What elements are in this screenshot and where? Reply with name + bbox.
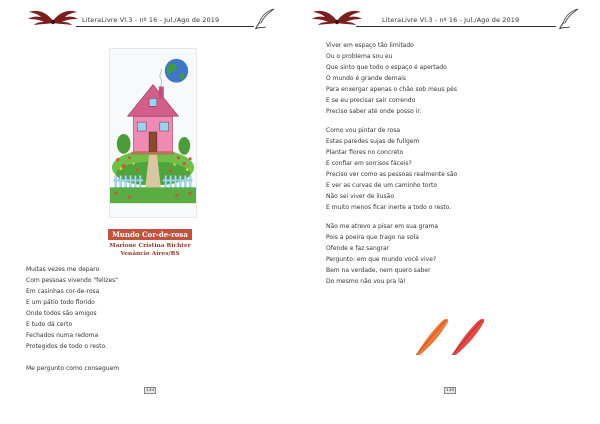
poem-line: Estas paredes sujas de fuligem [326,138,420,145]
page-number-left: 133 [145,388,155,393]
right-page [300,0,600,424]
header-title: LiteraLivre Vl.3 - nº 16 - Jul./Ago de 2019 [382,16,520,24]
poem-line: Pois a poeira que trago na sola [326,234,419,241]
page-number-right: 134 [445,388,455,393]
poem-line: Me pergunto como conseguem [26,365,120,372]
poem-line: Com pessoas vivendo "felizes" [26,277,119,284]
header-rule [356,26,556,27]
poem-line: Bem na verdade, nem quero saber [326,267,431,274]
poem-line: O mundo é grande demais [326,75,407,82]
poem-line: Ou o problema sou eu [326,53,393,60]
poem-line: Onde todos são amigos [26,310,97,317]
poem-line [26,352,119,363]
poem-line: Do mesmo não vou pra lá! [326,278,406,285]
poem-line: Para enxergar apenas o chão sob meus pés [326,86,457,93]
left-poem-lines [26,264,119,374]
quill-pen-icon [254,8,276,30]
stanza-break [326,213,457,221]
poem-line: Que sinto que todo o espaço é apertado [326,64,447,71]
right-page-header [300,6,600,30]
quill-pen-icon [558,8,580,30]
poem-line: Não me atrevo a pisar em sua grama [326,223,439,230]
poem-line: E ver as curvas de um caminho torto [326,182,437,189]
poem-line: Muitas vezes me deparo [26,266,100,273]
poem-line: E se eu precisar sair correndo [326,97,416,104]
poem-line: Plantar flores no concreto [326,149,404,156]
header-rule [76,26,254,27]
poem-line: Ofende e faz sangrar [326,245,390,252]
right-poem-lines [326,40,457,287]
poem-line: Em casinhas cor-de-rosa [26,288,100,295]
bird-wings-icon [311,6,363,28]
poem-line: Preciso ver como as pessoas realmente são [326,171,458,178]
author-name: Marione Cristina Richter [109,243,191,249]
pink-house-illustration [109,48,197,218]
stanza-break [326,117,457,125]
poem-line: Viver em espaço tão limitado [326,42,414,49]
poem-line: Preciso saber até onde posso ir. [326,108,422,115]
author-place: Venâncio Aires/RS [120,251,180,257]
poem-line: Protegidos de todo o resto. [26,343,107,350]
left-page-header [0,6,300,30]
poem-line: Não sei viver de ilusão [326,193,394,200]
poem-line: E um pátio todo florido [26,299,95,306]
poem-line: E confiar em sorrisos fáceis? [326,160,412,167]
poem-line: Pergunto: em que mundo você vive? [326,256,437,263]
header-title: LiteraLivre Vl.3 - nº 16 - Jul./Ago de 2019 [82,16,220,24]
poem-line: E tudo dá certo [26,321,73,328]
feathers-icon [412,315,486,359]
poem-line: Como vou pintar de rosa [326,127,401,134]
bird-wings-icon [27,6,79,28]
poem-line: Fechados numa redoma [26,332,99,339]
globe-icon [165,59,188,83]
poem-title: Mundo Cor-de-rosa [108,229,192,240]
poem-line: E muito menos ficar inerte a todo o resto. [326,204,452,211]
